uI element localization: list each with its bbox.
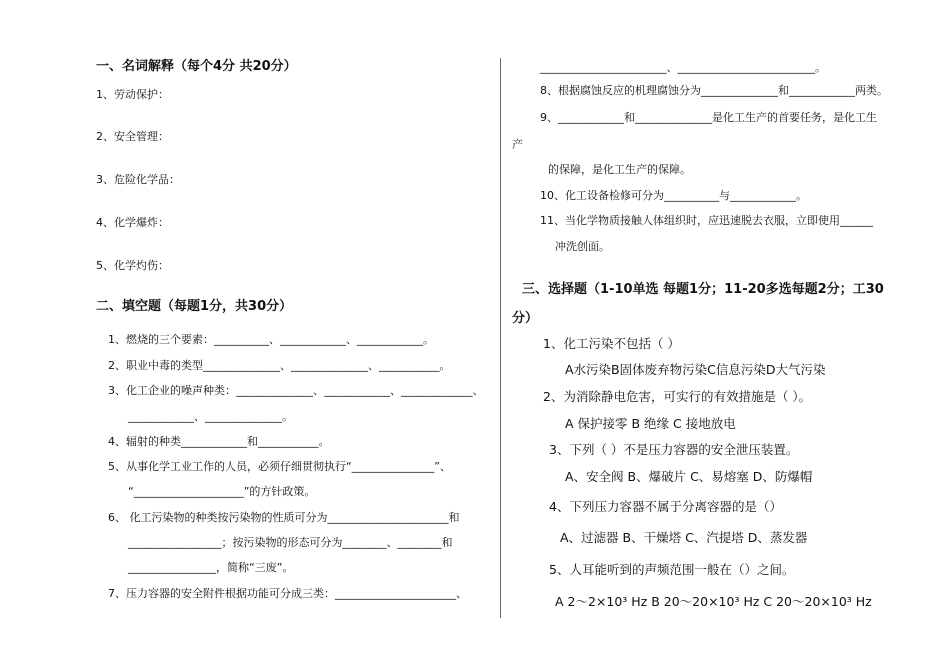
option-line: A 保护接零 B 绝缘 C 接地放电 [565, 416, 736, 431]
fill-line: 2、职业中毒的类型______________、______________、___________。 [108, 359, 451, 372]
question-line: 3、下列（ ）不是压力容器的安全泄压装置。 [549, 442, 799, 457]
fill-line: 冲洗创面。 [555, 240, 610, 253]
fill-line: 3、化工企业的噪声种类：______________、____________、_____________、 [108, 384, 484, 397]
fill-line: 10、化工设备检修可分为__________与____________。 [540, 189, 807, 202]
term-item-1: 1、劳动保护： [96, 88, 169, 101]
fill-line: ________________，简称“三废”。 [128, 561, 294, 574]
fill-line: 的保障，是化工生产的保障。 [548, 163, 691, 176]
fill-line: ____________、______________。 [128, 410, 293, 423]
section1-title: 一、名词解释（每个4分 共20分） [96, 59, 297, 74]
question-line: 2、为消除静电危害，可实行的有效措施是（ ）。 [543, 389, 812, 404]
fill-line: _______________________、_________________________。 [540, 61, 826, 74]
term-item-4: 4、化学爆炸： [96, 216, 169, 229]
option-line: A、过滤器 B、干燥塔 C、汽提塔 D、蒸发器 [560, 530, 808, 545]
fill-line: 8、根据腐蚀反应的机理腐蚀分为______________和____________两类。 [540, 84, 888, 97]
option-line: A、安全阀 B、爆破片 C、易熔塞 D、防爆帽 [565, 469, 813, 484]
fill-line: _________________；按污染物的形态可分为________、________和 [128, 536, 453, 549]
question-line: 5、人耳能听到的声频范围一般在（）之间。 [549, 562, 795, 577]
column-divider [500, 58, 501, 618]
question-line: 1、化工污染不包括（ ） [543, 336, 680, 351]
term-item-3: 3、危险化学品： [96, 173, 180, 186]
fill-line: 9、____________和______________是化工生产的首要任务，是化工生 [540, 111, 877, 124]
section3-title: 三、选择题（1-10单选 每题1分；11-20多选每题2分；工30 [522, 282, 884, 297]
fill-line: 1、燃烧的三个要素：__________、____________、____________。 [108, 333, 434, 346]
section3-title-cont: 分） [512, 311, 539, 326]
fill-line: 6、 化工污染物的种类按污染物的性质可分为______________________和 [108, 511, 460, 524]
fill-line: 7、压力容器的安全附件根据功能可分成三类：______________________、 [108, 587, 467, 600]
fill-line: 11、当化学物质接触人体组织时，应迅速脱去衣服，立即使用______ [540, 214, 873, 227]
option-line: A 2～2×10³ Hz B 20～20×10³ Hz C 20～20×10³ Hz [555, 594, 872, 609]
option-line: A水污染B固体废弃物污染C信息污染D大气污染 [565, 362, 826, 377]
fill-line: 5、从事化学工业工作的人员，必须仔细贯彻执行“_______________”、 [108, 460, 451, 473]
fill-line: 产 [512, 138, 523, 151]
term-item-2: 2、安全管理： [96, 130, 169, 143]
fill-line: 4、辐射的种类____________和___________。 [108, 435, 330, 448]
term-item-5: 5、化学灼伤： [96, 259, 169, 272]
fill-line: “____________________”的方针政策。 [128, 485, 316, 498]
question-line: 4、下列压力容器不属于分离容器的是（） [549, 499, 782, 514]
section2-title: 二、填空题（每题1分，共30分） [96, 299, 293, 314]
